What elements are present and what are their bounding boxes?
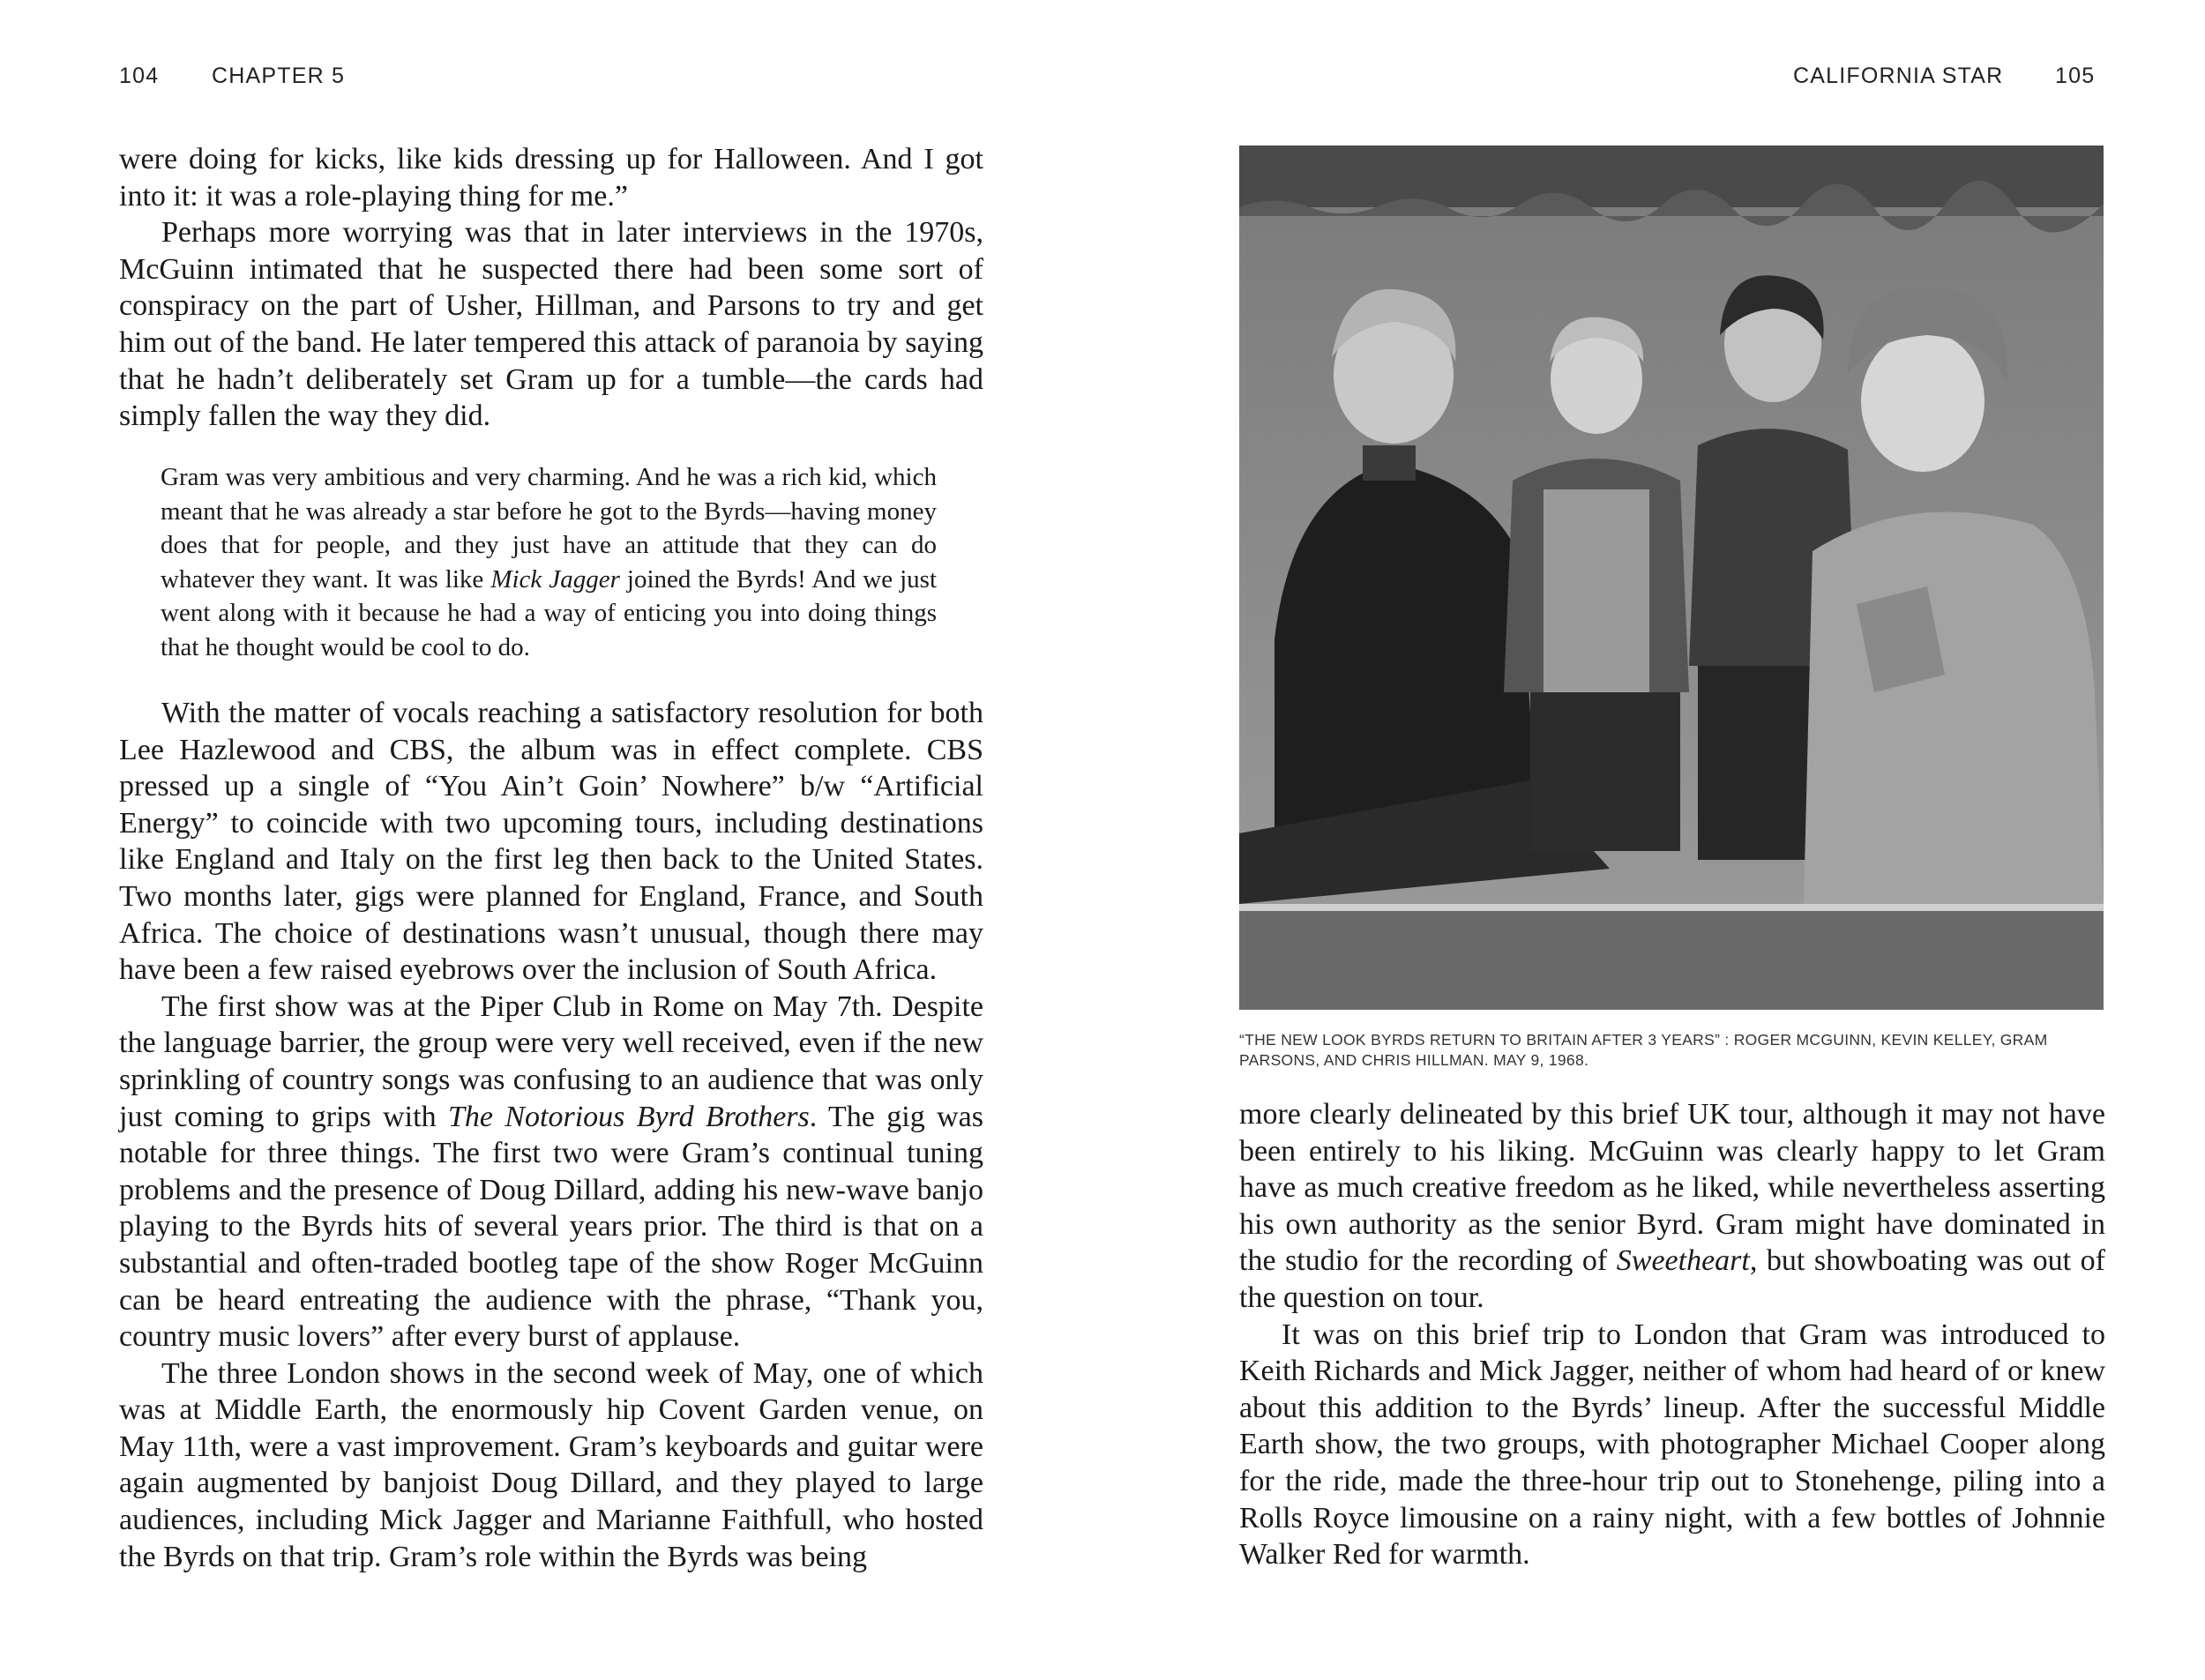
running-head-chapter: CHAPTER 5 — [212, 63, 346, 88]
paragraph — [1239, 1096, 2105, 1317]
paragraph: were doing for kicks, like kids dressing up for Halloween. And I got into it: it was a role-playing thing for me.” — [119, 143, 983, 213]
paragraph-text: The first show was at the Piper Club in Rome on May 7th. Despite the language barrier, the group were very well received, even if the new sprinkling of country songs was confusing to an audience that was only just coming to grips with — [119, 989, 983, 1133]
quote-text: Gram was very ambitious and very charming. And he was a rich kid, which meant that he was already a star before he got to the Byrds—having money does that for people, and they just have an attitude that they can do whatever they want. It was like — [161, 463, 937, 594]
photo-caption: “THE NEW LOOK BYRDS RETURN TO BRITAIN AFTER 3 YEARS” : ROGER MCGUINN, KEVIN KELLEY, GRAM PARSONS, AND CHRIS HILLMAN. MAY 9, 1968. — [1239, 1031, 2048, 1069]
body-text-top — [119, 141, 983, 435]
paragraph: It was on this brief trip to London that Gram was introduced to Keith Richards and Mick Jagger, neither of whom had heard of or knew about this addition to the Byrds’ lineup. After the successful Middle Earth show, the two groups, with photographer Michael Cooper along for the ride, made the three-hour trip out to Stonehenge, piling into a Rolls Royce limousine on a rainy night, with a few bottles of Johnnie Walker Red for warmth. — [1239, 1318, 2105, 1572]
paragraph: The three London shows in the second week of May, one of which was at Middle Earth, the enormously hip Covent Garden venue, on May 11th, were a vast improvement. Gram’s keyboards and guitar were again augmented by banjoist Doug Dillard, and they played to large audiences, including Mick Jagger and Marianne Faithfull, who hosted the Byrds on that trip. Gram’s role within the Byrds was being — [119, 1356, 983, 1573]
paragraph-text: . The gig was notable for three things. The first two were Gram’s continual tuning problems and the presence of Doug Dillard, adding his new-wave banjo playing to the Byrds hits of several years prior. The third is that on a substantial and often-traded bootleg tape of the show Roger McGuinn can be heard entreating the audience with the phrase, “Thank you, country music lovers” after every burst of applause. — [119, 1100, 983, 1354]
body-text — [1239, 1096, 2105, 1573]
body-text-bottom — [119, 695, 983, 1575]
quote-text: joined the Byrds! And we just went along with it because he had a way of enticing you into doing things that he thought would be cool to do. — [161, 564, 937, 661]
quote-italic: Mick Jagger — [490, 564, 620, 594]
right-page — [1102, 0, 2205, 1680]
block-quote — [161, 460, 937, 664]
page-number: 104 — [119, 63, 160, 88]
page-number: 105 — [2055, 63, 2096, 88]
paragraph: Perhaps more worrying was that in later interviews in the 1970s, McGuinn intimated that he suspected there had been some sort of conspiracy on the part of Usher, Hillman, and Parsons to try and get him out of the band. He later tempered this attack of paranoia by saying that he hadn’t deliberately set Gram up for a tumble—the cards had simply fallen the way they did. — [119, 216, 983, 433]
left-page — [0, 0, 1102, 1680]
paragraph-text: , but showboating was out of the question on tour. — [1239, 1244, 2106, 1314]
paragraph: With the matter of vocals reaching a satisfactory resolution for both Lee Hazlewood and CBS, the album was in effect complete. CBS pressed up a single of “You Ain’t Goin’ Nowhere” b/w “Artificial Energy” to coincide with two upcoming tours, including destinations like England and Italy on the first leg then back to the United States. Two months later, gigs were planned for England, France, and South Africa. The choice of destinations wasn’t unusual, though there may have been a few raised eyebrows over the inclusion of South Africa. — [119, 697, 983, 987]
album-title: Sweetheart — [1616, 1244, 1750, 1278]
album-title: The Notorious Byrd Brothers — [447, 1100, 810, 1133]
paragraph — [119, 989, 983, 1355]
paragraph-text: more clearly delineated by this brief UK tour, although it may not have been entirely to his liking. McGuinn was clearly happy to let Gram have as much creative freedom as he liked, while nevertheless asserting his own authority as the senior Byrd. Gram might have dominated in the studio for the recording of — [1239, 1098, 2105, 1278]
running-head-title: CALIFORNIA STAR — [1793, 63, 2004, 88]
band-photo — [1239, 146, 2104, 1010]
